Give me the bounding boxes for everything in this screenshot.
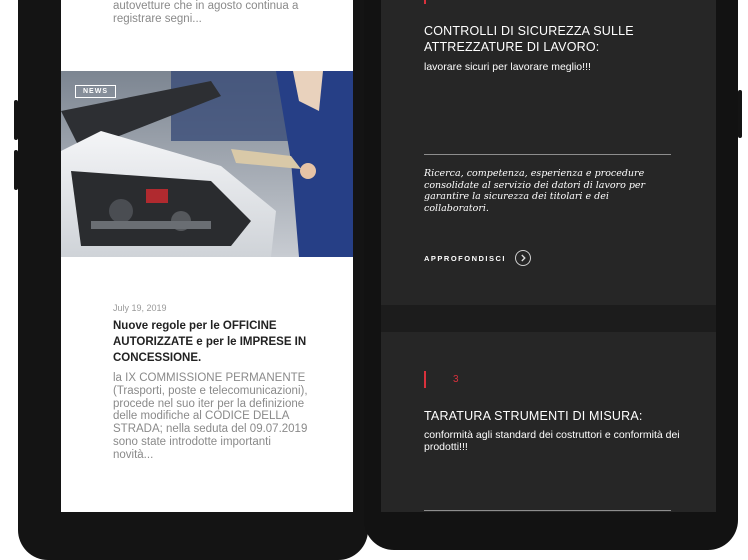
card-subtitle: conformità agli standard dei costruttori e conformità dei prodotti!!! [424,429,680,453]
card-description: Ricerca, competenza, esperienza e procedure consolidate al servizio dei datori di lavoro per garantire la sicurezza dei titolari e dei collaboratori. [424,168,646,214]
card-subtitle: lavorare sicuri per lavorare meglio!!! [424,61,591,73]
right-phone-screen [381,0,716,512]
card-title: CONTROLLI DI SICUREZZA SULLE ATTREZZATURE DI LAVORO: [424,24,634,54]
mechanic-car-photo [61,71,353,257]
card-title: TARATURA STRUMENTI DI MISURA: [424,409,643,423]
post-image[interactable] [61,71,353,257]
read-more-link[interactable]: APPROFONDISCI [424,254,507,263]
right-phone-button [738,90,742,138]
card-number: 3 [453,374,459,385]
left-phone-screen [61,0,353,512]
previous-post-excerpt: autovetture che in agosto continua a registrare segni... [113,0,299,25]
accent-mark [424,371,426,388]
post-title[interactable]: Nuove regole per le OFFICINE AUTORIZZATE e per le IMPRESE IN CONCESSIONE. [113,320,307,364]
card-divider [424,510,671,511]
chevron-right-circle-icon[interactable] [515,250,531,266]
left-phone-button [14,100,18,140]
service-card [381,332,716,512]
post-date: July 19, 2019 [113,303,167,313]
left-phone-button [14,150,18,190]
service-card [381,0,716,305]
card-divider [424,154,671,155]
accent-mark [424,0,426,4]
post-excerpt: la IX COMMISSIONE PERMANENTE (Trasporti, poste e telecomunicazioni), procede nel suo iter per la definizione delle modifiche al CODICE DELLA STRADA; nella seduta del 09.07.2019 sono state introdotte importanti novità... [113,372,308,461]
news-badge[interactable]: NEWS [75,85,116,98]
